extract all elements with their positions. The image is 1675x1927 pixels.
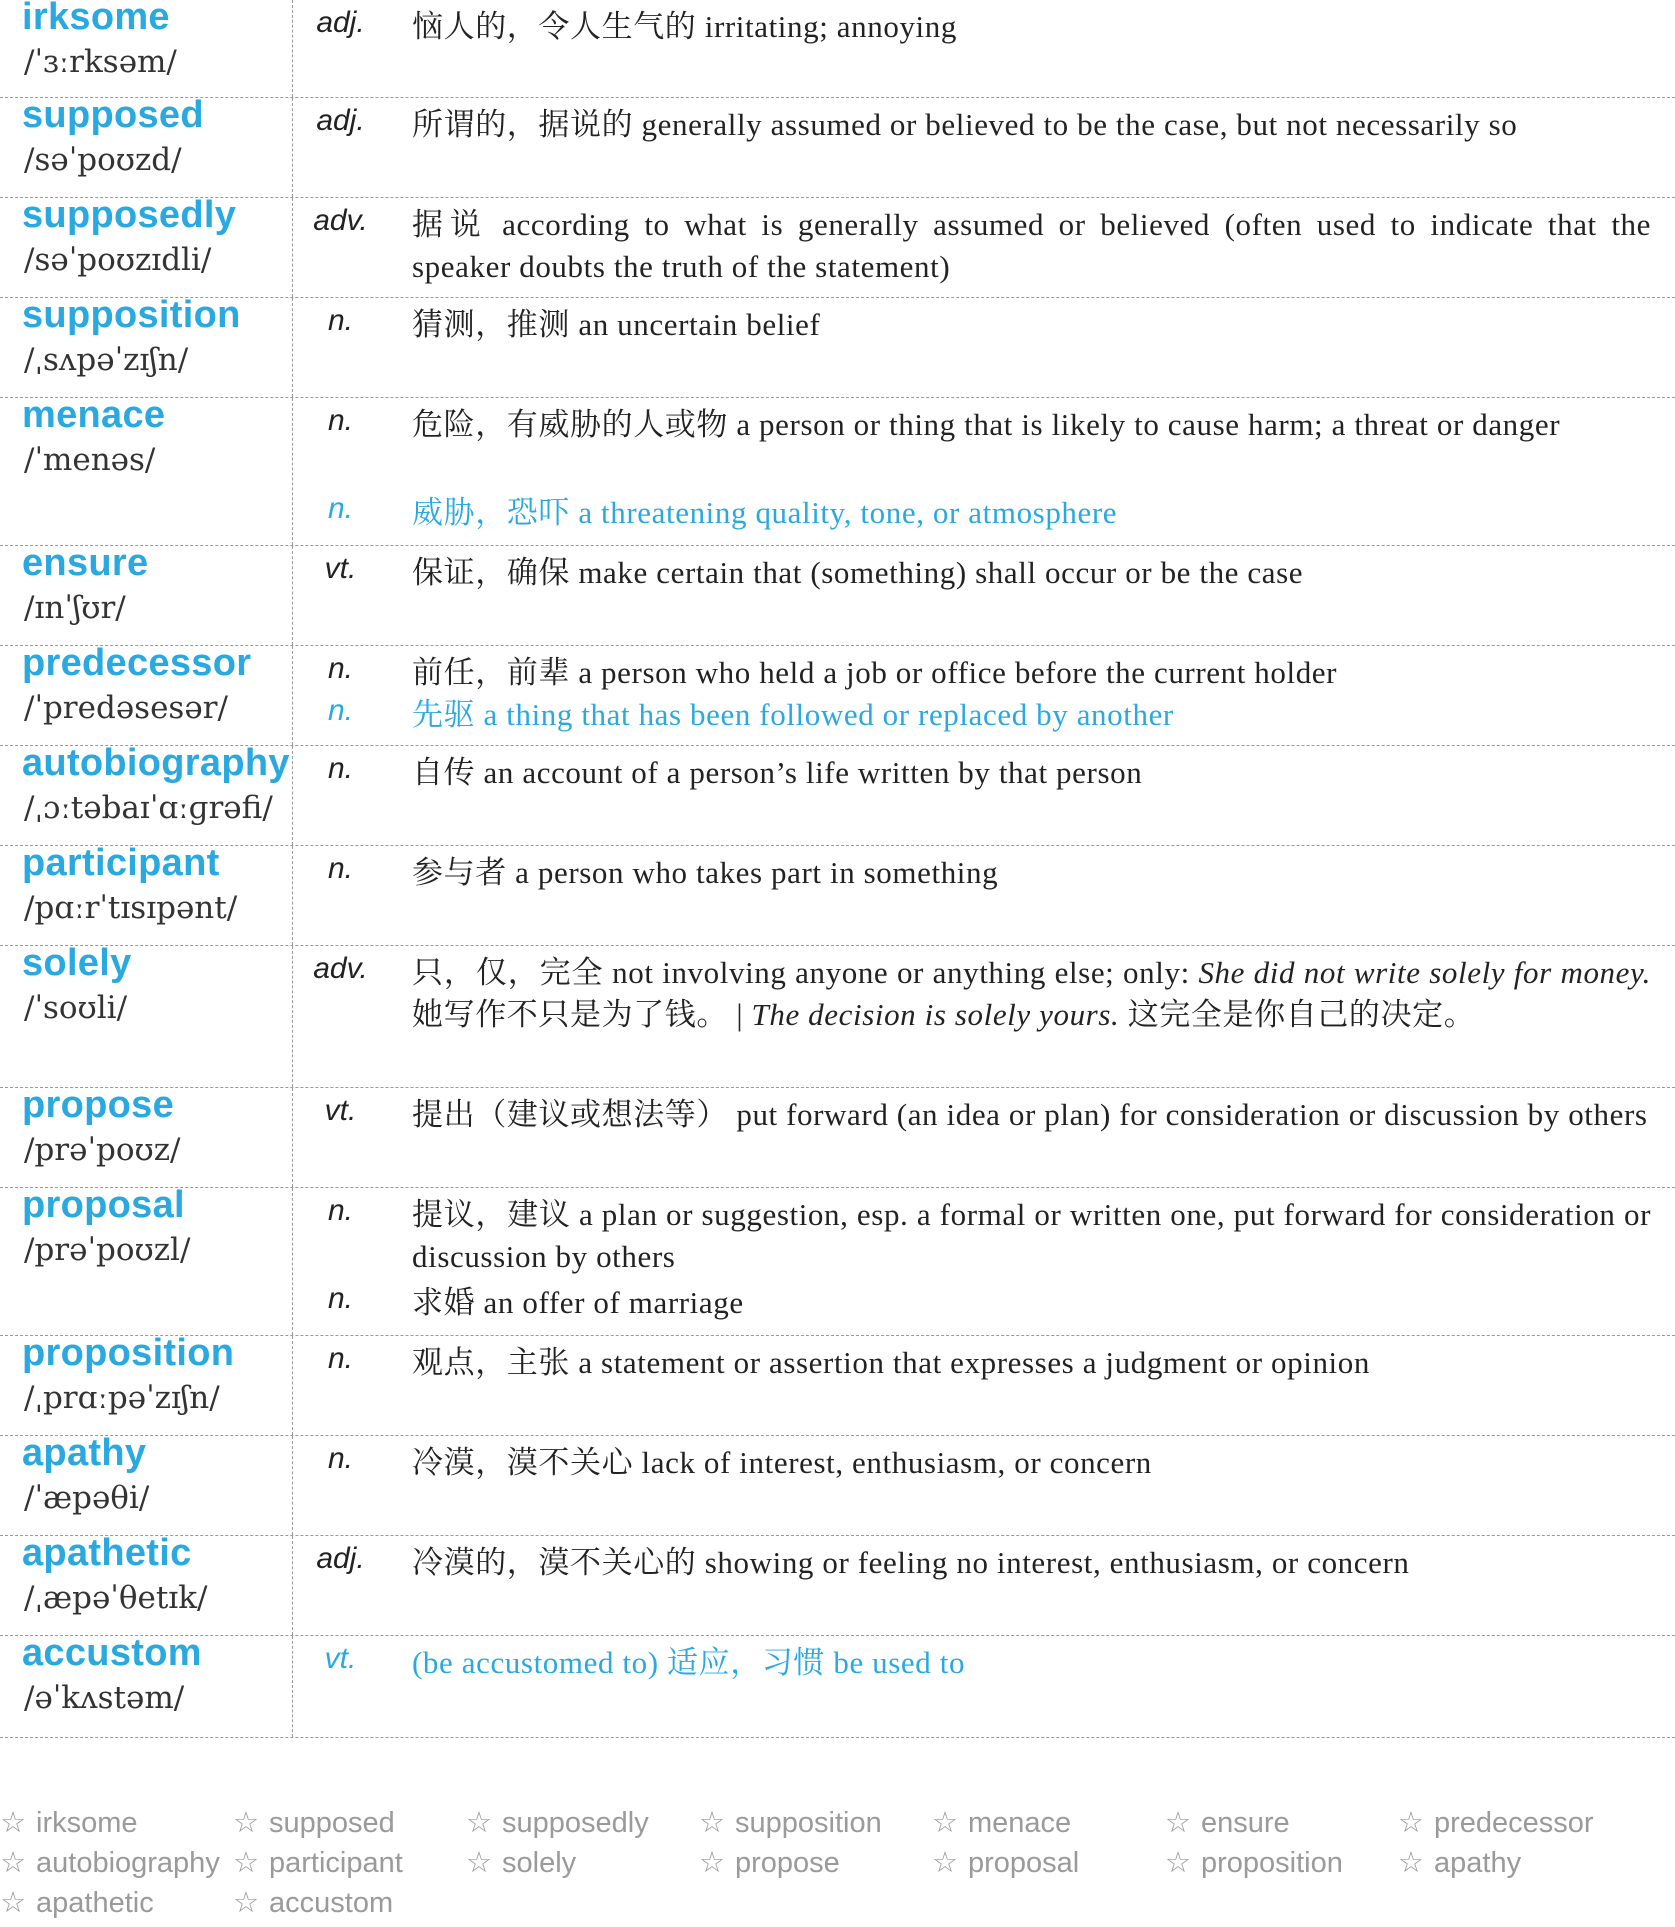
entry-participant	[0, 842, 1675, 946]
headword-column	[0, 742, 293, 845]
entry-proposal	[0, 1184, 1675, 1336]
entry-proposition	[0, 1332, 1675, 1436]
example-sentence: The decision is solely yours.	[751, 997, 1120, 1032]
definition: 恼人的，令人生气的 irritating; annoying	[412, 9, 957, 44]
entry-ensure	[0, 542, 1675, 646]
checklist-word: menace	[968, 1807, 1072, 1839]
checklist-item[interactable]	[233, 1885, 393, 1920]
star-icon: ☆	[699, 1847, 725, 1879]
pronunciation: /pɑːrˈtɪsɪpənt/	[24, 890, 238, 926]
star-icon: ☆	[233, 1847, 259, 1879]
pronunciation: /ˈpredəsesər/	[24, 690, 228, 726]
part-of-speech: n.	[327, 852, 354, 885]
example-translation: 这完全是你自己的决定。	[1119, 997, 1476, 1032]
part-of-speech: vt.	[324, 1094, 357, 1127]
checklist-word: irksome	[36, 1807, 138, 1839]
definition: 据说 according to what is generally assumed or believed (often used to indicate that the speaker doubts the truth of the statement)	[412, 207, 1651, 284]
part-of-speech: vt.	[324, 1642, 357, 1675]
headword: apathy	[22, 1432, 147, 1474]
checklist-item[interactable]	[466, 1805, 649, 1840]
headword-column	[0, 1432, 293, 1535]
checklist-item[interactable]	[699, 1845, 840, 1880]
pronunciation: /ˈæpəθi/	[24, 1480, 150, 1516]
part-of-speech: n.	[327, 1282, 354, 1315]
pronunciation: /səˈpoʊzɪdli/	[24, 242, 212, 278]
pronunciation: /prəˈpoʊz/	[24, 1132, 181, 1168]
star-icon: ☆	[699, 1807, 725, 1839]
pronunciation: /əˈkʌstəm/	[24, 1680, 185, 1716]
checklist-item[interactable]	[1165, 1845, 1343, 1880]
headword: supposed	[22, 94, 204, 136]
part-of-speech: n.	[327, 404, 354, 437]
headword-column	[0, 1332, 293, 1435]
checklist-item[interactable]	[1398, 1845, 1521, 1880]
definition	[412, 952, 1651, 1036]
part-of-speech: adj.	[316, 1542, 365, 1575]
checklist-word: supposition	[735, 1807, 882, 1839]
headword-column	[0, 1184, 293, 1335]
entry-supposedly	[0, 194, 1675, 298]
pronunciation: /ˌɔːtəbaɪˈɑːɡrəfi/	[24, 790, 273, 826]
part-of-speech: n.	[327, 492, 354, 525]
definition: 冷漠，漠不关心 lack of interest, enthusiasm, or concern	[412, 1445, 1152, 1480]
headword: supposition	[22, 294, 241, 336]
headword-column	[0, 842, 293, 945]
headword: predecessor	[22, 642, 252, 684]
part-of-speech: vt.	[324, 552, 357, 585]
part-of-speech: n.	[327, 752, 354, 785]
headword: irksome	[22, 0, 170, 38]
checklist-word: participant	[269, 1847, 403, 1879]
checklist-item[interactable]	[233, 1845, 403, 1880]
headword-column	[0, 542, 293, 645]
definition: 先驱 a thing that has been followed or replaced by another	[412, 697, 1174, 732]
definition: 前任，前辈 a person who held a job or office before the current holder	[412, 655, 1338, 690]
pronunciation: /ˈsoʊli/	[24, 990, 128, 1026]
checklist-item[interactable]	[233, 1805, 395, 1840]
pronunciation: /ˌæpəˈθetɪk/	[24, 1580, 208, 1616]
definition: 提议，建议 a plan or suggestion, esp. a formal or written one, put forward for consideration or discussion by others	[412, 1197, 1651, 1274]
part-of-speech: n.	[327, 694, 354, 727]
entry-accustom	[0, 1632, 1675, 1738]
headword: apathetic	[22, 1532, 192, 1574]
checklist-item[interactable]	[932, 1845, 1079, 1880]
definition: 自传 an account of a person’s life written by that person	[412, 755, 1143, 790]
star-icon: ☆	[932, 1847, 958, 1879]
checklist-word: apathetic	[36, 1887, 154, 1919]
checklist-item[interactable]	[699, 1805, 882, 1840]
entry-predecessor	[0, 642, 1675, 746]
entry-supposed	[0, 94, 1675, 198]
checklist-word: proposition	[1201, 1847, 1343, 1879]
checklist-word: predecessor	[1434, 1807, 1594, 1839]
pronunciation: /səˈpoʊzd/	[24, 142, 182, 178]
entry-apathetic	[0, 1532, 1675, 1636]
pronunciation: /ˈɜːrksəm/	[24, 44, 177, 80]
headword-column	[0, 1084, 293, 1187]
definition-text: 只，仅，完全 not involving anyone or anything else; only:	[412, 955, 1199, 990]
entry-menace	[0, 394, 1675, 546]
headword: propose	[22, 1084, 175, 1126]
checklist-item[interactable]	[466, 1845, 576, 1880]
headword-column	[0, 194, 293, 297]
checklist-word: supposed	[269, 1807, 395, 1839]
part-of-speech: n.	[327, 304, 354, 337]
star-icon: ☆	[466, 1807, 492, 1839]
star-icon: ☆	[1165, 1847, 1191, 1879]
part-of-speech: adj.	[316, 6, 365, 39]
part-of-speech: n.	[327, 1442, 354, 1475]
checklist-word: ensure	[1201, 1807, 1290, 1839]
definition: 求婚 an offer of marriage	[412, 1285, 744, 1320]
pronunciation: /ɪnˈʃʊr/	[24, 590, 126, 626]
definition: 提出（建议或想法等） put forward (an idea or plan) for consideration or discussion by others	[412, 1097, 1648, 1132]
star-icon: ☆	[466, 1847, 492, 1879]
headword: menace	[22, 394, 166, 436]
definition: 所谓的，据说的 generally assumed or believed to be the case, but not necessarily so	[412, 107, 1518, 142]
checklist-word: autobiography	[36, 1847, 220, 1879]
headword: proposal	[22, 1184, 185, 1226]
pronunciation: /ˈmenəs/	[24, 442, 156, 478]
star-icon: ☆	[1398, 1807, 1424, 1839]
part-of-speech: n.	[327, 652, 354, 685]
headword-column	[0, 94, 293, 197]
headword: solely	[22, 942, 132, 984]
star-icon: ☆	[1165, 1807, 1191, 1839]
star-icon: ☆	[233, 1807, 259, 1839]
checklist-item[interactable]	[932, 1805, 1071, 1840]
entry-autobiography	[0, 742, 1675, 846]
part-of-speech: n.	[327, 1194, 354, 1227]
checklist-word: apathy	[1434, 1847, 1522, 1879]
headword-column	[0, 394, 293, 545]
checklist-item[interactable]	[0, 1885, 154, 1920]
star-icon: ☆	[1398, 1847, 1424, 1879]
definition: (be accustomed to) 适应，习惯 be used to	[412, 1645, 966, 1680]
pronunciation: /ˌprɑːpəˈzɪʃn/	[24, 1380, 220, 1416]
definition: 威胁，恐吓 a threatening quality, tone, or atmosphere	[412, 495, 1118, 530]
part-of-speech: n.	[327, 1342, 354, 1375]
headword-column	[0, 642, 293, 745]
entry-propose	[0, 1084, 1675, 1188]
checklist-word: solely	[502, 1847, 577, 1879]
headword: autobiography	[22, 742, 290, 784]
example-sentence: She did not write solely for money.	[1198, 955, 1651, 990]
definition: 参与者 a person who takes part in something	[412, 855, 999, 890]
headword: participant	[22, 842, 220, 884]
headword: ensure	[22, 542, 149, 584]
entry-supposition	[0, 294, 1675, 398]
definition: 冷漠的，漠不关心的 showing or feeling no interest, enthusiasm, or concern	[412, 1545, 1410, 1580]
definition: 保证，确保 make certain that (something) shall occur or be the case	[412, 555, 1304, 590]
example-translation: 她写作不只是为了钱。 |	[412, 997, 752, 1032]
star-icon: ☆	[0, 1807, 26, 1839]
pronunciation: /ˌsʌpəˈzɪʃn/	[24, 342, 189, 378]
checklist-item[interactable]	[0, 1805, 138, 1840]
star-icon: ☆	[0, 1847, 26, 1879]
headword-column	[0, 942, 293, 1087]
star-icon: ☆	[932, 1807, 958, 1839]
headword: accustom	[22, 1632, 202, 1674]
checklist-word: accustom	[269, 1887, 394, 1919]
definition: 观点，主张 a statement or assertion that expresses a judgment or opinion	[412, 1345, 1370, 1380]
checklist-word: supposedly	[502, 1807, 649, 1839]
entry-apathy	[0, 1432, 1675, 1536]
checklist-word: proposal	[968, 1847, 1080, 1879]
part-of-speech: adv.	[313, 204, 368, 237]
part-of-speech: adv.	[313, 952, 368, 985]
headword: proposition	[22, 1332, 235, 1374]
part-of-speech: adj.	[316, 104, 365, 137]
headword-column	[0, 1632, 293, 1737]
definition: 危险，有威胁的人或物 a person or thing that is likely to cause harm; a threat or danger	[412, 407, 1561, 442]
headword-column	[0, 1532, 293, 1635]
checklist-item[interactable]	[0, 1845, 220, 1880]
headword-column	[0, 0, 293, 97]
checklist-word: propose	[735, 1847, 840, 1879]
headword: supposedly	[22, 194, 237, 236]
checklist-item[interactable]	[1165, 1805, 1290, 1840]
checklist-item[interactable]	[1398, 1805, 1594, 1840]
entry-solely	[0, 942, 1675, 1088]
definition: 猜测，推测 an uncertain belief	[412, 307, 821, 342]
headword-column	[0, 294, 293, 397]
star-icon: ☆	[233, 1887, 259, 1919]
star-icon: ☆	[0, 1887, 26, 1919]
pronunciation: /prəˈpoʊzl/	[24, 1232, 191, 1268]
entry-irksome	[0, 0, 1675, 98]
